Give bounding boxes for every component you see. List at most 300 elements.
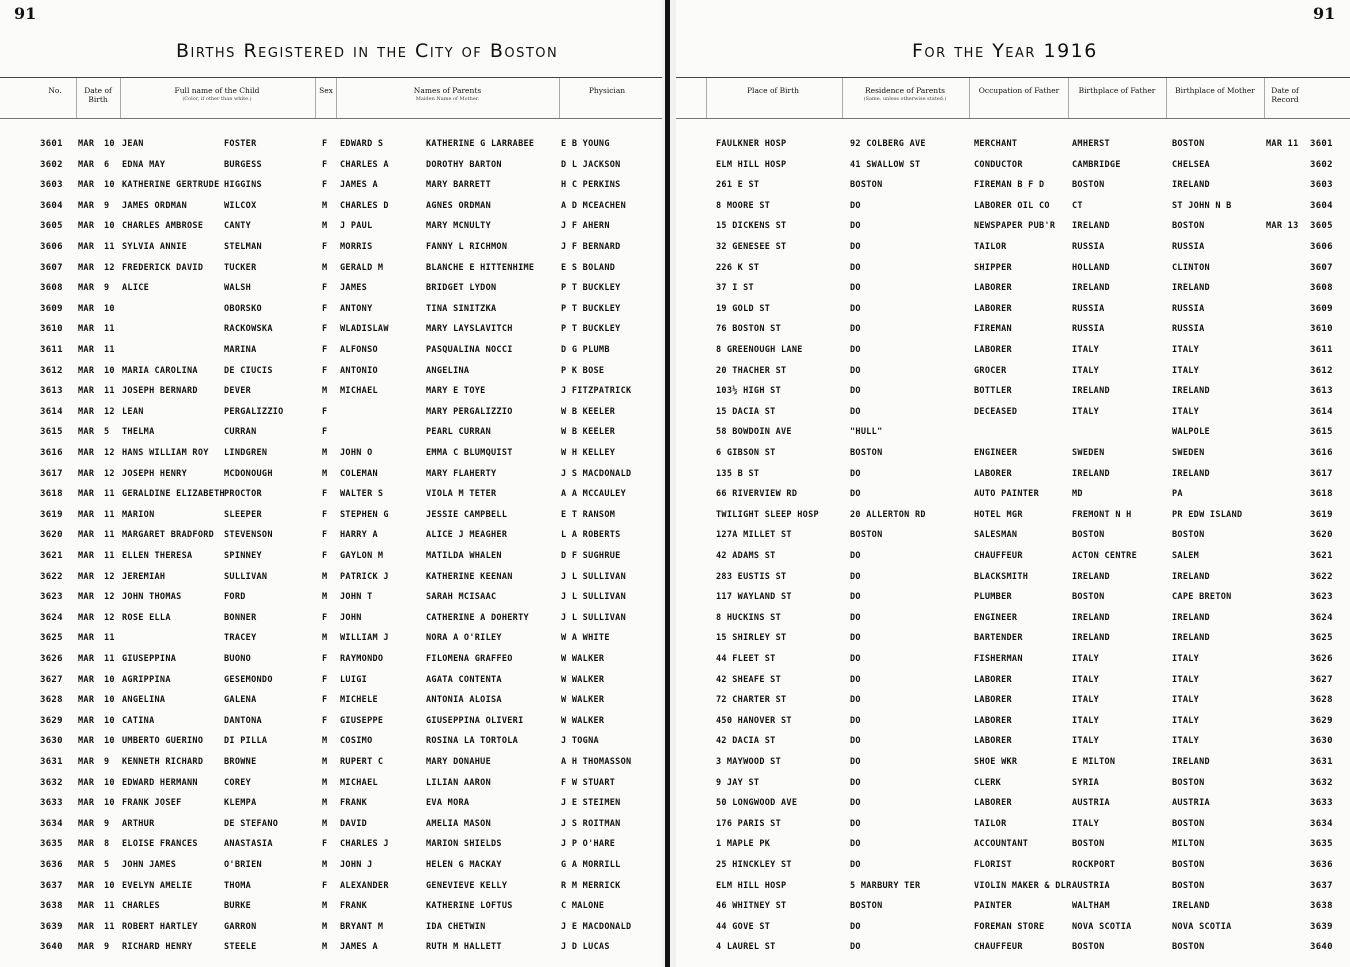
physician-name: W H KELLEY (561, 448, 616, 458)
father-birthplace: IRELAND (1072, 571, 1110, 582)
father-birthplace: ITALY (1072, 736, 1100, 747)
record-number-right: 3629 (1310, 715, 1333, 726)
birth-day: 12 (104, 448, 115, 458)
mother-birthplace: PR EDW ISLAND (1172, 509, 1243, 520)
child-surname: MARINA (224, 345, 257, 355)
physician-name: W B KEELER (561, 406, 616, 417)
birth-month: MAR (78, 942, 95, 953)
father-birthplace: RUSSIA (1072, 242, 1105, 252)
record-number: 3603 (40, 180, 63, 191)
child-first-name: EDNA MAY (122, 159, 166, 170)
record-number: 3633 (40, 798, 63, 809)
table-row (0, 939, 1350, 960)
physician-name: J E MACDONALD (561, 921, 632, 932)
birth-month: MAR (78, 530, 95, 541)
birth-month: MAR (78, 509, 95, 520)
father-name: JOHN T (340, 592, 373, 603)
father-birthplace: BOSTON (1072, 592, 1105, 603)
father-name: WALTER S (340, 489, 384, 500)
mother-name: AGATA CONTENTA (426, 674, 502, 685)
father-occupation: LABORER (974, 715, 1012, 726)
father-name: EDWARD S (340, 139, 384, 149)
father-birthplace: FREMONT N H (1072, 509, 1132, 520)
child-sex: F (322, 654, 328, 664)
parents-residence: 5 MARBURY TER (850, 880, 921, 891)
mother-birthplace: BOSTON (1172, 221, 1205, 232)
father-occupation: MERCHANT (974, 139, 1018, 149)
child-sex: M (322, 757, 328, 767)
birth-day: 9 (104, 283, 110, 294)
birth-month: MAR (78, 262, 95, 273)
place-of-birth: 58 BOWDOIN AVE (716, 427, 792, 438)
father-occupation: PAINTER (974, 901, 1012, 912)
mother-birthplace: IRELAND (1172, 180, 1210, 191)
table-row (0, 836, 1350, 857)
birth-day: 10 (104, 139, 115, 149)
record-number: 3608 (40, 283, 63, 294)
birth-month: MAR (78, 695, 95, 706)
birth-month: MAR (78, 489, 95, 500)
child-sex: F (322, 242, 328, 252)
birth-month: MAR (78, 612, 95, 623)
father-occupation: CHAUFFEUR (974, 551, 1023, 561)
record-number: 3639 (40, 921, 63, 932)
mother-name: ROSINA LA TORTOLA (426, 736, 519, 747)
birth-month: MAR (78, 901, 95, 912)
birth-month: MAR (78, 242, 95, 252)
mother-birthplace: IRELAND (1172, 283, 1210, 294)
child-sex: F (322, 509, 328, 520)
child-first-name: JOSEPH BERNARD (122, 386, 198, 397)
mother-birthplace: ITALY (1172, 345, 1200, 355)
place-of-birth: 1 MAPLE PK (716, 839, 771, 850)
mother-birthplace: ITALY (1172, 365, 1200, 376)
title-left: Births Registered in the City of Boston (176, 40, 559, 62)
child-first-name: ARTHUR (122, 818, 155, 829)
header-bottom-rule-left (0, 118, 662, 119)
child-surname: ANASTASIA (224, 839, 273, 850)
father-name: WLADISLAW (340, 324, 389, 335)
place-of-birth: 15 SHIRLEY ST (716, 633, 787, 644)
child-surname: FORD (224, 592, 246, 603)
father-occupation: FISHERMAN (974, 654, 1023, 664)
record-number-right: 3602 (1310, 159, 1333, 170)
place-of-birth: 283 EUSTIS ST (716, 571, 787, 582)
birth-month: MAR (78, 386, 95, 397)
col-divider (336, 78, 337, 118)
birth-day: 6 (104, 159, 110, 170)
record-number: 3605 (40, 221, 63, 232)
place-of-birth: 103½ HIGH ST (716, 386, 782, 397)
record-number: 3638 (40, 901, 63, 912)
place-of-birth: 3 MAYWOOD ST (716, 757, 782, 767)
birth-month: MAR (78, 283, 95, 294)
mother-name: MARY FLAHERTY (426, 468, 497, 479)
physician-name: W WALKER (561, 695, 605, 706)
father-occupation: FIREMAN B F D (974, 180, 1045, 191)
mother-name: EMMA C BLUMQUIST (426, 448, 513, 458)
child-first-name: GERALDINE ELIZABETH (122, 489, 225, 500)
parents-residence: DO (850, 303, 861, 314)
father-name: BRYANT M (340, 921, 384, 932)
child-surname: BURKE (224, 901, 252, 912)
record-number: 3615 (40, 427, 63, 438)
child-surname: STEVENSON (224, 530, 273, 541)
place-of-birth: 9 JAY ST (716, 777, 760, 788)
birth-month: MAR (78, 736, 95, 747)
mother-birthplace: CHELSEA (1172, 159, 1210, 170)
birth-month: MAR (78, 633, 95, 644)
mother-birthplace: BOSTON (1172, 818, 1205, 829)
birth-day: 11 (104, 324, 115, 335)
child-sex: F (322, 695, 328, 706)
birth-day: 9 (104, 942, 110, 953)
child-sex: F (322, 180, 328, 191)
father-occupation: LABORER OIL CO (974, 200, 1050, 211)
physician-name: J L SULLIVAN (561, 612, 627, 623)
mother-name: KATHERINE G LARRABEE (426, 139, 535, 149)
parents-residence: DO (850, 942, 861, 953)
place-of-birth: 37 I ST (716, 283, 754, 294)
father-occupation: LABORER (974, 674, 1012, 685)
mother-birthplace: ITALY (1172, 736, 1200, 747)
birth-month: MAR (78, 551, 95, 561)
col-divider (706, 78, 707, 118)
child-sex: F (322, 551, 328, 561)
birth-day: 11 (104, 901, 115, 912)
father-birthplace: BOSTON (1072, 942, 1105, 953)
parents-residence: DO (850, 777, 861, 788)
parents-residence: BOSTON (850, 180, 883, 191)
table-row (0, 878, 1350, 899)
child-sex: M (322, 633, 328, 644)
header-birthplace-father: Birthplace of Father (1078, 86, 1156, 95)
mother-birthplace: RUSSIA (1172, 303, 1205, 314)
birth-month: MAR (78, 860, 95, 870)
child-surname: FOSTER (224, 139, 257, 149)
record-number: 3619 (40, 509, 63, 520)
record-number: 3620 (40, 530, 63, 541)
record-number-right: 3635 (1310, 839, 1333, 850)
child-surname: MCDONOUGH (224, 468, 273, 479)
child-first-name: CATINA (122, 715, 155, 726)
header-parents-note: Maiden Name of Mother. (415, 96, 480, 102)
physician-name: P T BUCKLEY (561, 303, 621, 314)
child-first-name: FRANK JOSEF (122, 798, 182, 809)
physician-name: A H THOMASSON (561, 757, 632, 767)
physician-name: G A MORRILL (561, 860, 621, 870)
col-divider (969, 78, 970, 118)
header-physician: Physician (588, 86, 626, 95)
table-row (0, 157, 1350, 178)
child-surname: PERGALIZZIO (224, 406, 284, 417)
birth-day: 5 (104, 427, 110, 438)
birth-day: 11 (104, 489, 115, 500)
parents-residence: DO (850, 551, 861, 561)
mother-name: RUTH M HALLETT (426, 942, 502, 953)
table-row (0, 527, 1350, 548)
birth-month: MAR (78, 654, 95, 664)
father-birthplace: IRELAND (1072, 468, 1110, 479)
birth-day: 11 (104, 386, 115, 397)
parents-residence: 92 COLBERG AVE (850, 139, 926, 149)
physician-name: E B YOUNG (561, 139, 610, 149)
child-first-name: JEAN (122, 139, 144, 149)
record-number: 3618 (40, 489, 63, 500)
header-no: No. (48, 86, 62, 95)
physician-name: W WALKER (561, 674, 605, 685)
father-name: FRANK (340, 901, 368, 912)
birth-day: 10 (104, 303, 115, 314)
father-name: JAMES A (340, 942, 378, 953)
child-sex: F (322, 139, 328, 149)
record-number: 3617 (40, 468, 63, 479)
col-divider (1166, 78, 1167, 118)
table-row (0, 589, 1350, 610)
birth-month: MAR (78, 427, 95, 438)
parents-residence: DO (850, 283, 861, 294)
table-row (0, 260, 1350, 281)
parents-residence: DO (850, 406, 861, 417)
mother-birthplace: BOSTON (1172, 880, 1205, 891)
place-of-birth: 32 GENESEE ST (716, 242, 787, 252)
parents-residence: DO (850, 654, 861, 664)
table-row (0, 630, 1350, 651)
mother-name: BRIDGET LYDON (426, 283, 497, 294)
col-divider (842, 78, 843, 118)
father-name: COSIMO (340, 736, 373, 747)
child-surname: GESEMONDO (224, 674, 273, 685)
birth-month: MAR (78, 674, 95, 685)
record-number: 3624 (40, 612, 63, 623)
record-number-right: 3609 (1310, 303, 1333, 314)
child-first-name: JEREMIAH (122, 571, 166, 582)
child-sex: F (322, 365, 328, 376)
father-name: CHARLES D (340, 200, 389, 211)
record-number-right: 3604 (1310, 200, 1333, 211)
birth-day: 10 (104, 880, 115, 891)
record-number-right: 3632 (1310, 777, 1333, 788)
physician-name: D G PLUMB (561, 345, 610, 355)
record-number: 3634 (40, 818, 63, 829)
mother-name: MARY E TOYE (426, 386, 486, 397)
mother-birthplace: CAPE BRETON (1172, 592, 1232, 603)
father-birthplace: RUSSIA (1072, 303, 1105, 314)
place-of-birth: 42 ADAMS ST (716, 551, 776, 561)
parents-residence: DO (850, 860, 861, 870)
mother-name: IDA CHETWIN (426, 921, 486, 932)
mother-birthplace: IRELAND (1172, 468, 1210, 479)
record-number: 3635 (40, 839, 63, 850)
mother-birthplace: ST JOHN N B (1172, 200, 1232, 211)
table-row (0, 857, 1350, 878)
place-of-birth: 261 E ST (716, 180, 760, 191)
father-birthplace: ACTON CENTRE (1072, 551, 1138, 561)
child-surname: O'BRIEN (224, 860, 262, 870)
record-number: 3626 (40, 654, 63, 664)
table-row (0, 486, 1350, 507)
child-first-name: CHARLES AMBROSE (122, 221, 204, 232)
parents-residence: DO (850, 736, 861, 747)
record-number-right: 3607 (1310, 262, 1333, 273)
father-name: ALEXANDER (340, 880, 389, 891)
birth-day: 10 (104, 715, 115, 726)
child-surname: STEELE (224, 942, 257, 953)
record-number: 3606 (40, 242, 63, 252)
record-number-right: 3623 (1310, 592, 1333, 603)
physician-name: A D MCEACHEN (561, 200, 627, 211)
physician-name: D L JACKSON (561, 159, 621, 170)
child-sex: F (322, 489, 328, 500)
father-birthplace: AMHERST (1072, 139, 1110, 149)
table-row (0, 733, 1350, 754)
father-birthplace: ITALY (1072, 654, 1100, 664)
parents-residence: "HULL" (850, 427, 883, 438)
physician-name: J D LUCAS (561, 942, 610, 953)
child-sex: F (322, 530, 328, 541)
record-number-right: 3636 (1310, 860, 1333, 870)
birth-month: MAR (78, 159, 95, 170)
mother-birthplace: BOSTON (1172, 777, 1205, 788)
mother-name: PASQUALINA NOCCI (426, 345, 513, 355)
father-occupation: BARTENDER (974, 633, 1023, 644)
child-sex: M (322, 262, 328, 273)
place-of-birth: 50 LONGWOOD AVE (716, 798, 798, 809)
parents-residence: DO (850, 612, 861, 623)
birth-day: 10 (104, 777, 115, 788)
child-sex: M (322, 221, 328, 232)
mother-name: ALICE J MEAGHER (426, 530, 508, 541)
father-birthplace: IRELAND (1072, 612, 1110, 623)
parents-residence: DO (850, 798, 861, 809)
child-sex: F (322, 715, 328, 726)
col-divider (1068, 78, 1069, 118)
child-first-name: FREDERICK DAVID (122, 262, 204, 273)
child-sex: M (322, 468, 328, 479)
mother-birthplace: IRELAND (1172, 612, 1210, 623)
father-name: DAVID (340, 818, 368, 829)
mother-name: VIOLA M TETER (426, 489, 497, 500)
child-surname: GARRON (224, 921, 257, 932)
child-sex: M (322, 448, 328, 458)
child-sex: M (322, 921, 328, 932)
child-surname: HIGGINS (224, 180, 262, 191)
table-row (0, 713, 1350, 734)
father-name: JOHN O (340, 448, 373, 458)
father-occupation: ENGINEER (974, 612, 1018, 623)
child-sex: F (322, 839, 328, 850)
header-parents: Names of Parents Maiden Name of Mother. (340, 86, 555, 104)
birth-day: 8 (104, 839, 110, 850)
table-row (0, 301, 1350, 322)
parents-residence: DO (850, 200, 861, 211)
table-row (0, 424, 1350, 445)
birth-day: 10 (104, 798, 115, 809)
mother-birthplace: IRELAND (1172, 633, 1210, 644)
father-birthplace: ITALY (1072, 365, 1100, 376)
mother-name: MARION SHIELDS (426, 839, 502, 850)
father-occupation: CONDUCTOR (974, 159, 1023, 170)
child-surname: SULLIVAN (224, 571, 268, 582)
record-number-right: 3618 (1310, 489, 1333, 500)
father-occupation: FIREMAN (974, 324, 1012, 335)
child-sex: M (322, 736, 328, 747)
table-row (0, 507, 1350, 528)
father-name: JAMES A (340, 180, 378, 191)
physician-name: F W STUART (561, 777, 616, 788)
record-number-right: 3627 (1310, 674, 1333, 685)
physician-name: W WALKER (561, 715, 605, 726)
child-surname: PROCTOR (224, 489, 262, 500)
birth-day: 11 (104, 633, 115, 644)
birth-month: MAR (78, 365, 95, 376)
child-sex: M (322, 860, 328, 870)
mother-birthplace: MILTON (1172, 839, 1205, 850)
physician-name: J S MACDONALD (561, 468, 632, 479)
father-occupation: SHOE WKR (974, 757, 1018, 767)
father-name: GIUSEPPE (340, 715, 384, 726)
father-name: MICHELE (340, 695, 378, 706)
father-name: JAMES (340, 283, 368, 294)
record-number-right: 3628 (1310, 695, 1333, 706)
father-name: ALFONSO (340, 345, 378, 355)
birth-day: 5 (104, 860, 110, 870)
physician-name: J F BERNARD (561, 242, 621, 252)
birth-month: MAR (78, 571, 95, 582)
child-surname: LINDGREN (224, 448, 268, 458)
father-occupation: ACCOUNTANT (974, 839, 1029, 850)
record-number-right: 3617 (1310, 468, 1333, 479)
mother-name: DOROTHY BARTON (426, 159, 502, 170)
birth-day: 11 (104, 654, 115, 664)
child-first-name: ELLEN THERESA (122, 551, 193, 561)
header-top-rule-right (676, 77, 1350, 78)
parents-residence: DO (850, 571, 861, 582)
parents-residence: 20 ALLERTON RD (850, 509, 926, 520)
father-name: MICHAEL (340, 777, 378, 788)
birth-day: 10 (104, 221, 115, 232)
father-birthplace: ROCKPORT (1072, 860, 1116, 870)
birth-month: MAR (78, 303, 95, 314)
father-name: LUIGI (340, 674, 368, 685)
birth-month: MAR (78, 468, 95, 479)
physician-name: W B KEELER (561, 427, 616, 438)
table-row (0, 198, 1350, 219)
mother-birthplace: ITALY (1172, 406, 1200, 417)
father-name: COLEMAN (340, 468, 378, 479)
record-number-right: 3603 (1310, 180, 1333, 191)
mother-name: ANGELINA (426, 365, 470, 376)
physician-name: J P O'HARE (561, 839, 616, 850)
parents-residence: DO (850, 221, 861, 232)
mother-name: LILIAN AARON (426, 777, 492, 788)
place-of-birth: 6 GIBSON ST (716, 448, 776, 458)
father-name: J PAUL (340, 221, 373, 232)
father-name: ANTONIO (340, 365, 378, 376)
mother-name: GIUSEPPINA OLIVERI (426, 715, 524, 726)
col-divider (1264, 78, 1265, 118)
physician-name: W A WHITE (561, 633, 610, 644)
mother-name: KATHERINE KEENAN (426, 571, 513, 582)
father-name: CHARLES A (340, 159, 389, 170)
physician-name: J L SULLIVAN (561, 592, 627, 603)
father-occupation: FOREMAN STORE (974, 921, 1045, 932)
child-first-name: EVELYN AMELIE (122, 880, 193, 891)
table-row (0, 898, 1350, 919)
father-birthplace: SWEDEN (1072, 448, 1105, 458)
header-sex: Sex (319, 86, 333, 95)
father-name: CHARLES J (340, 839, 389, 850)
